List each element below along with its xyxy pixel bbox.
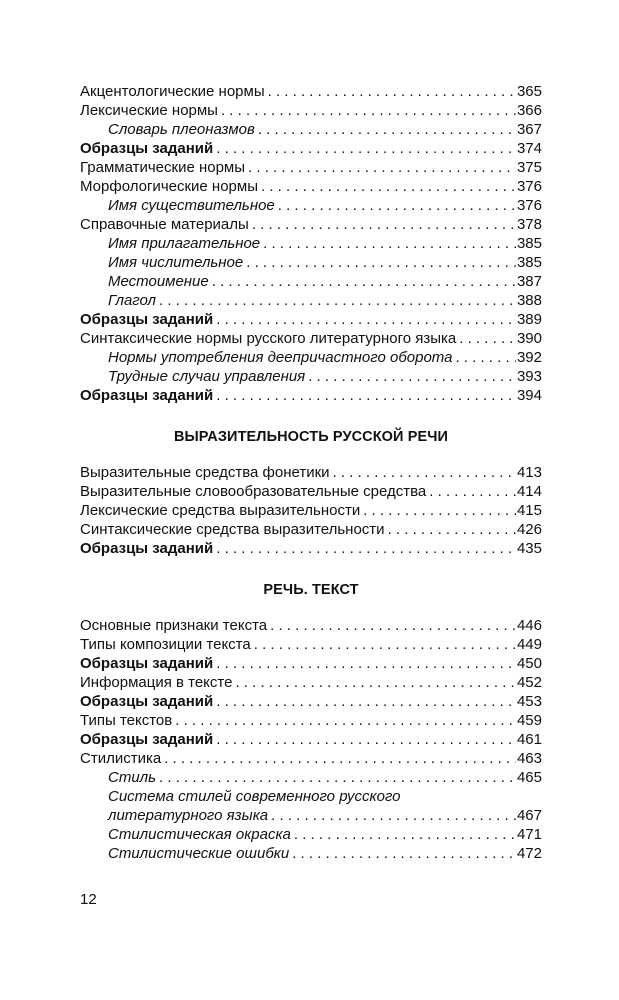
- toc-entry-title: Выразительные средства фонетики: [80, 464, 330, 481]
- toc-entry: [80, 348, 542, 367]
- toc-entry: [80, 158, 542, 177]
- dot-leader: [213, 654, 516, 673]
- dot-leader: [291, 825, 516, 844]
- dot-leader: [156, 291, 516, 310]
- toc-entry-page: 390: [516, 330, 542, 347]
- dot-leader: [267, 616, 516, 635]
- toc-entry: [80, 482, 542, 501]
- toc-entry: [80, 730, 542, 749]
- toc-entry: [80, 520, 542, 539]
- toc-entry-title: Имя прилагательное: [108, 235, 261, 252]
- toc-entry-title: Образцы заданий: [80, 655, 214, 672]
- toc-entry: [80, 367, 542, 386]
- toc-entry-page: 471: [516, 826, 542, 843]
- toc-entry: [80, 196, 542, 215]
- toc-entry-title: Информация в тексте: [80, 674, 233, 691]
- toc-entry-title: Образцы заданий: [80, 540, 214, 557]
- toc-entry: [80, 272, 542, 291]
- toc-entry: [80, 673, 542, 692]
- toc-entry-page: 374: [516, 140, 542, 157]
- toc-entry-title: Стилистика: [80, 750, 162, 767]
- toc-entry: [80, 82, 542, 101]
- toc-entry-page: 463: [516, 750, 542, 767]
- dot-leader: [289, 844, 516, 863]
- toc-entry-title: Грамматические нормы: [80, 159, 246, 176]
- dot-leader: [360, 501, 516, 520]
- dot-leader: [251, 635, 516, 654]
- toc-entry: [80, 692, 542, 711]
- toc-entry: [80, 291, 542, 310]
- toc-entry-page: 378: [516, 216, 542, 233]
- toc-entry: [80, 234, 542, 253]
- dot-leader: [156, 768, 516, 787]
- toc-entry-title: Образцы заданий: [80, 693, 214, 710]
- toc-entry-page: 459: [516, 712, 542, 729]
- toc-entry-title: Имя числительное: [108, 254, 244, 271]
- toc-entry: [80, 806, 542, 825]
- toc-entry-title: Стилистическая окраска: [108, 826, 291, 843]
- toc-entry-page: 413: [516, 464, 542, 481]
- dot-leader: [172, 711, 516, 730]
- toc-entry-page: 393: [516, 368, 542, 385]
- toc-entry-title: Акцентологические нормы: [80, 83, 265, 100]
- toc-entry-page: 450: [516, 655, 542, 672]
- section-heading-speech-text: РЕЧЬ. ТЕКСТ: [263, 582, 359, 598]
- toc-entry-page: 446: [516, 617, 542, 634]
- spacer: [80, 600, 542, 616]
- toc-entry-page: 375: [516, 159, 542, 176]
- toc-entry-title: Лексические средства выразительности: [80, 502, 361, 519]
- toc-entry: [80, 101, 542, 120]
- toc-entry-title: Морфологические нормы: [80, 178, 258, 195]
- toc-entry-title: Система стилей современного русского: [108, 788, 401, 805]
- dot-leader: [213, 692, 516, 711]
- toc-entry-page: 376: [516, 178, 542, 195]
- toc-entry: [80, 768, 542, 787]
- dot-leader: [265, 82, 516, 101]
- dot-leader: [452, 348, 516, 367]
- toc-entry: [80, 501, 542, 520]
- dot-leader: [213, 386, 516, 405]
- toc-entry: [80, 463, 542, 482]
- toc-entry-page: 366: [516, 102, 542, 119]
- toc-entry-title: литературного языка: [108, 807, 269, 824]
- dot-leader: [243, 253, 516, 272]
- toc-entry-title: Типы композиции текста: [80, 636, 251, 653]
- toc-section-expressiveness: [80, 463, 542, 558]
- toc-entry-title: Справочные материалы: [80, 216, 249, 233]
- dot-leader: [385, 520, 516, 539]
- dot-leader: [213, 730, 516, 749]
- spacer: [80, 405, 542, 428]
- toc-entry-page: 388: [516, 292, 542, 309]
- toc-entry: [80, 120, 542, 139]
- toc-entry-title: Образцы заданий: [80, 311, 214, 328]
- section-heading-expressiveness: ВЫРАЗИТЕЛЬНОСТЬ РУССКОЙ РЕЧИ: [173, 429, 449, 445]
- dot-leader: [232, 673, 516, 692]
- dot-leader: [213, 139, 516, 158]
- toc-entry: [80, 787, 542, 806]
- toc-entry-page: 414: [516, 483, 542, 500]
- toc-entry: [80, 177, 542, 196]
- dot-leader: [255, 120, 516, 139]
- dot-leader: [218, 101, 516, 120]
- toc-entry-page: 472: [516, 845, 542, 862]
- toc-entry: [80, 616, 542, 635]
- page-number: 12: [80, 891, 97, 908]
- toc-entry: [80, 844, 542, 863]
- toc-entry-page: 467: [516, 807, 542, 824]
- toc-entry: [80, 825, 542, 844]
- toc-entry-title: Стиль: [108, 769, 157, 786]
- toc-entry: [80, 749, 542, 768]
- dot-leader: [245, 158, 516, 177]
- toc-entry-title: Имя существительное: [108, 197, 275, 214]
- toc-entry-page: 389: [516, 311, 542, 328]
- toc-entry-page: 365: [516, 83, 542, 100]
- toc-entry-title: Типы текстов: [80, 712, 173, 729]
- dot-leader: [426, 482, 516, 501]
- toc-entry-page: 394: [516, 387, 542, 404]
- dot-leader: [260, 234, 516, 253]
- toc-entry-title: Образцы заданий: [80, 140, 214, 157]
- toc-entry-page: 453: [516, 693, 542, 710]
- toc-entry-page: 385: [516, 254, 542, 271]
- toc-entry: [80, 711, 542, 730]
- toc-entry: [80, 539, 542, 558]
- toc-entry-page: 426: [516, 521, 542, 538]
- toc-entry-title: Трудные случаи управления: [108, 368, 306, 385]
- dot-leader: [456, 329, 516, 348]
- dot-leader: [275, 196, 516, 215]
- toc-entry: [80, 139, 542, 158]
- toc-entry-title: Образцы заданий: [80, 731, 214, 748]
- dot-leader: [258, 177, 516, 196]
- dot-leader: [161, 749, 516, 768]
- toc-entry-page: 435: [516, 540, 542, 557]
- toc-entry-page: 415: [516, 502, 542, 519]
- toc-entry: [80, 253, 542, 272]
- toc-entry-title: Синтаксические средства выразительности: [80, 521, 385, 538]
- toc-page: [80, 82, 542, 863]
- dot-leader: [330, 463, 516, 482]
- toc-entry-title: Местоимение: [108, 273, 209, 290]
- toc-entry-title: Основные признаки текста: [80, 617, 268, 634]
- toc-entry-title: Синтаксические нормы русского литературного языка: [80, 330, 457, 347]
- toc-entry-page: 387: [516, 273, 542, 290]
- toc-entry-title: Словарь плеоназмов: [108, 121, 255, 138]
- dot-leader: [268, 806, 516, 825]
- toc-entry-title: Выразительные словообразовательные средства: [80, 483, 427, 500]
- spacer: [80, 558, 542, 581]
- toc-entry-title: Глагол: [108, 292, 157, 309]
- toc-entry: [80, 654, 542, 673]
- dot-leader: [213, 310, 516, 329]
- toc-entry-page: 465: [516, 769, 542, 786]
- toc-section-norms: [80, 82, 542, 405]
- toc-entry: [80, 386, 542, 405]
- toc-entry-page: 461: [516, 731, 542, 748]
- dot-leader: [249, 215, 516, 234]
- toc-entry-page: 392: [516, 349, 542, 366]
- toc-entry-page: 367: [516, 121, 542, 138]
- spacer: [80, 447, 542, 463]
- toc-entry: [80, 329, 542, 348]
- toc-entry-page: 385: [516, 235, 542, 252]
- toc-entry-page: 376: [516, 197, 542, 214]
- toc-entry: [80, 635, 542, 654]
- toc-entry: [80, 310, 542, 329]
- toc-entry: [80, 215, 542, 234]
- toc-entry-title: Лексические нормы: [80, 102, 218, 119]
- dot-leader: [209, 272, 516, 291]
- toc-entry-page: 449: [516, 636, 542, 653]
- dot-leader: [213, 539, 516, 558]
- toc-entry-title: Нормы употребления деепричастного оборота: [108, 349, 453, 366]
- toc-entry-title: Образцы заданий: [80, 387, 214, 404]
- toc-entry-title: Стилистические ошибки: [108, 845, 290, 862]
- toc-section-speech-text: [80, 616, 542, 863]
- toc-entry-page: 452: [516, 674, 542, 691]
- dot-leader: [305, 367, 516, 386]
